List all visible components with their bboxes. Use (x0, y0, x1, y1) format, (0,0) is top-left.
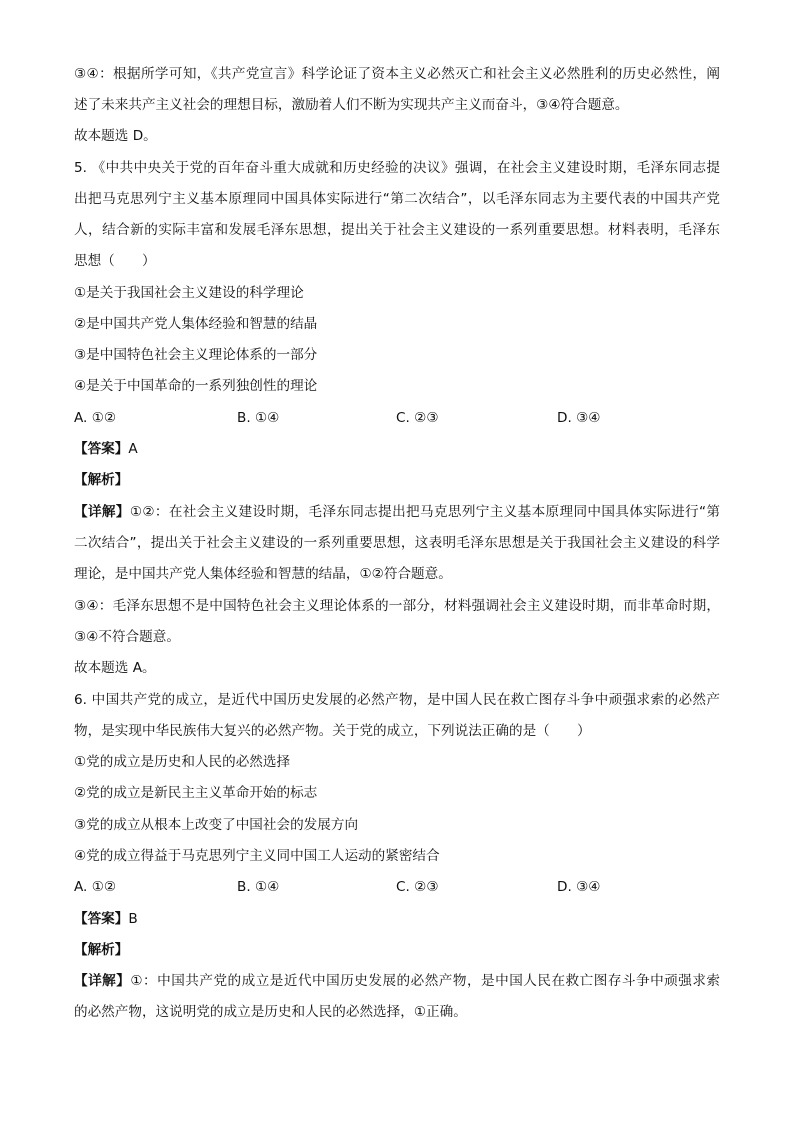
q5-detail-line-1 (74, 502, 720, 522)
q6-answer (74, 909, 720, 929)
q5-option-d: D. ③④ (557, 410, 601, 426)
q5-statement-2: ②是中国共产党人集体经验和智慧的结晶 (74, 316, 318, 332)
q5-options (74, 408, 720, 428)
q5-option-a: A. ①② (74, 410, 117, 426)
q5-answer-label: 【答案】 (74, 441, 129, 457)
q5-option-c: C. ②③ (396, 410, 439, 426)
q4-analysis-line-2: 述了未来共产主义社会的理想目标，激励着人们不断为实现共产主义而奋斗，③④符合题意。 (74, 97, 629, 113)
q5-answer-value: A (128, 441, 138, 457)
q5-detail-line-2: 二次结合”，提出关于社会主义建设的一系列重要思想，这表明毛泽东思想是关于我国社会主义建设的科学 (74, 535, 720, 551)
q5-detail-line-4: ③④：毛泽东思想不是中国特色社会主义理论体系的一部分，材料强调社会主义建设时期，而非革命时期， (74, 598, 720, 614)
q5-analysis-label: 【解析】 (74, 472, 129, 488)
q6-statement-2: ②党的成立是新民主主义革命开始的标志 (74, 785, 318, 801)
q6-statement-3: ③党的成立从根本上改变了中国社会的发展方向 (74, 817, 359, 833)
q5-option-b: B. ①④ (237, 410, 280, 426)
q5-detail-text-1: ①②：在社会主义建设时期，毛泽东同志提出把马克思列宁主义基本原理同中国具体实际进行“第 (129, 504, 720, 520)
q6-option-a: A. ①② (74, 879, 117, 895)
q4-conclusion: 故本题选 D。 (74, 128, 157, 144)
q6-detail-line-2: 的必然产物，这说明党的成立是历史和人民的必然选择，①正确。 (74, 1004, 467, 1020)
q5-stem-line-2: 出把马克思列宁主义基本原理同中国具体实际进行“第二次结合”，以毛泽东同志为主要代表的中国共产党 (74, 191, 720, 207)
q6-answer-value: B (128, 911, 138, 927)
q5-conclusion: 故本题选 A。 (74, 660, 156, 676)
q5-detail-line-5: ③④不符合题意。 (74, 629, 180, 645)
q6-analysis-label: 【解析】 (74, 942, 129, 958)
q5-statement-1: ①是关于我国社会主义建设的科学理论 (74, 285, 304, 301)
q4-analysis-line-1: ③④：根据所学可知，《共产党宣言》科学论证了资本主义必然灭亡和社会主义必然胜利的历史必然性，阐 (74, 66, 720, 82)
q6-statement-1: ①党的成立是历史和人民的必然选择 (74, 754, 291, 770)
q6-option-b: B. ①④ (237, 879, 280, 895)
q6-option-c: C. ②③ (396, 879, 439, 895)
q6-answer-label: 【答案】 (74, 911, 129, 927)
q6-statement-4: ④党的成立得益于马克思列宁主义同中国工人运动的紧密结合 (74, 848, 440, 864)
q6-stem-line-2: 物，是实现中华民族伟大复兴的必然产物。关于党的成立，下列说法正确的是（ ） (74, 723, 591, 739)
q5-answer (74, 439, 720, 459)
q5-stem-line-1: 5. 《中共中央关于党的百年奋斗重大成就和历史经验的决议》强调，在社会主义建设时期，毛泽东同志提 (74, 160, 720, 176)
q5-stem-line-4: 思想（ ） (74, 253, 156, 269)
q5-statement-4: ④是关于中国革命的一系列独创性的理论 (74, 378, 318, 394)
q6-detail-label: 【详解】 (74, 973, 131, 989)
q5-detail-label: 【详解】 (74, 504, 130, 520)
q5-statement-3: ③是中国特色社会主义理论体系的一部分 (74, 347, 318, 363)
q6-detail-text-1: ①：中国共产党的成立是近代中国历史发展的必然产物，是中国人民在救亡图存斗争中顽强求索 (130, 973, 721, 989)
q5-stem-line-3: 人，结合新的实际丰富和发展毛泽东思想，提出关于社会主义建设的一系列重要思想。材料表明，毛泽东 (74, 222, 720, 238)
q6-option-d: D. ③④ (557, 879, 601, 895)
q6-stem-line-1: 6. 中国共产党的成立，是近代中国历史发展的必然产物，是中国人民在救亡图存斗争中顽强求索的必然产 (74, 692, 720, 708)
q6-detail-line-1 (74, 971, 720, 991)
q5-detail-line-3: 理论，是中国共产党人集体经验和智慧的结晶，①②符合题意。 (74, 566, 452, 582)
q6-options (74, 877, 720, 897)
